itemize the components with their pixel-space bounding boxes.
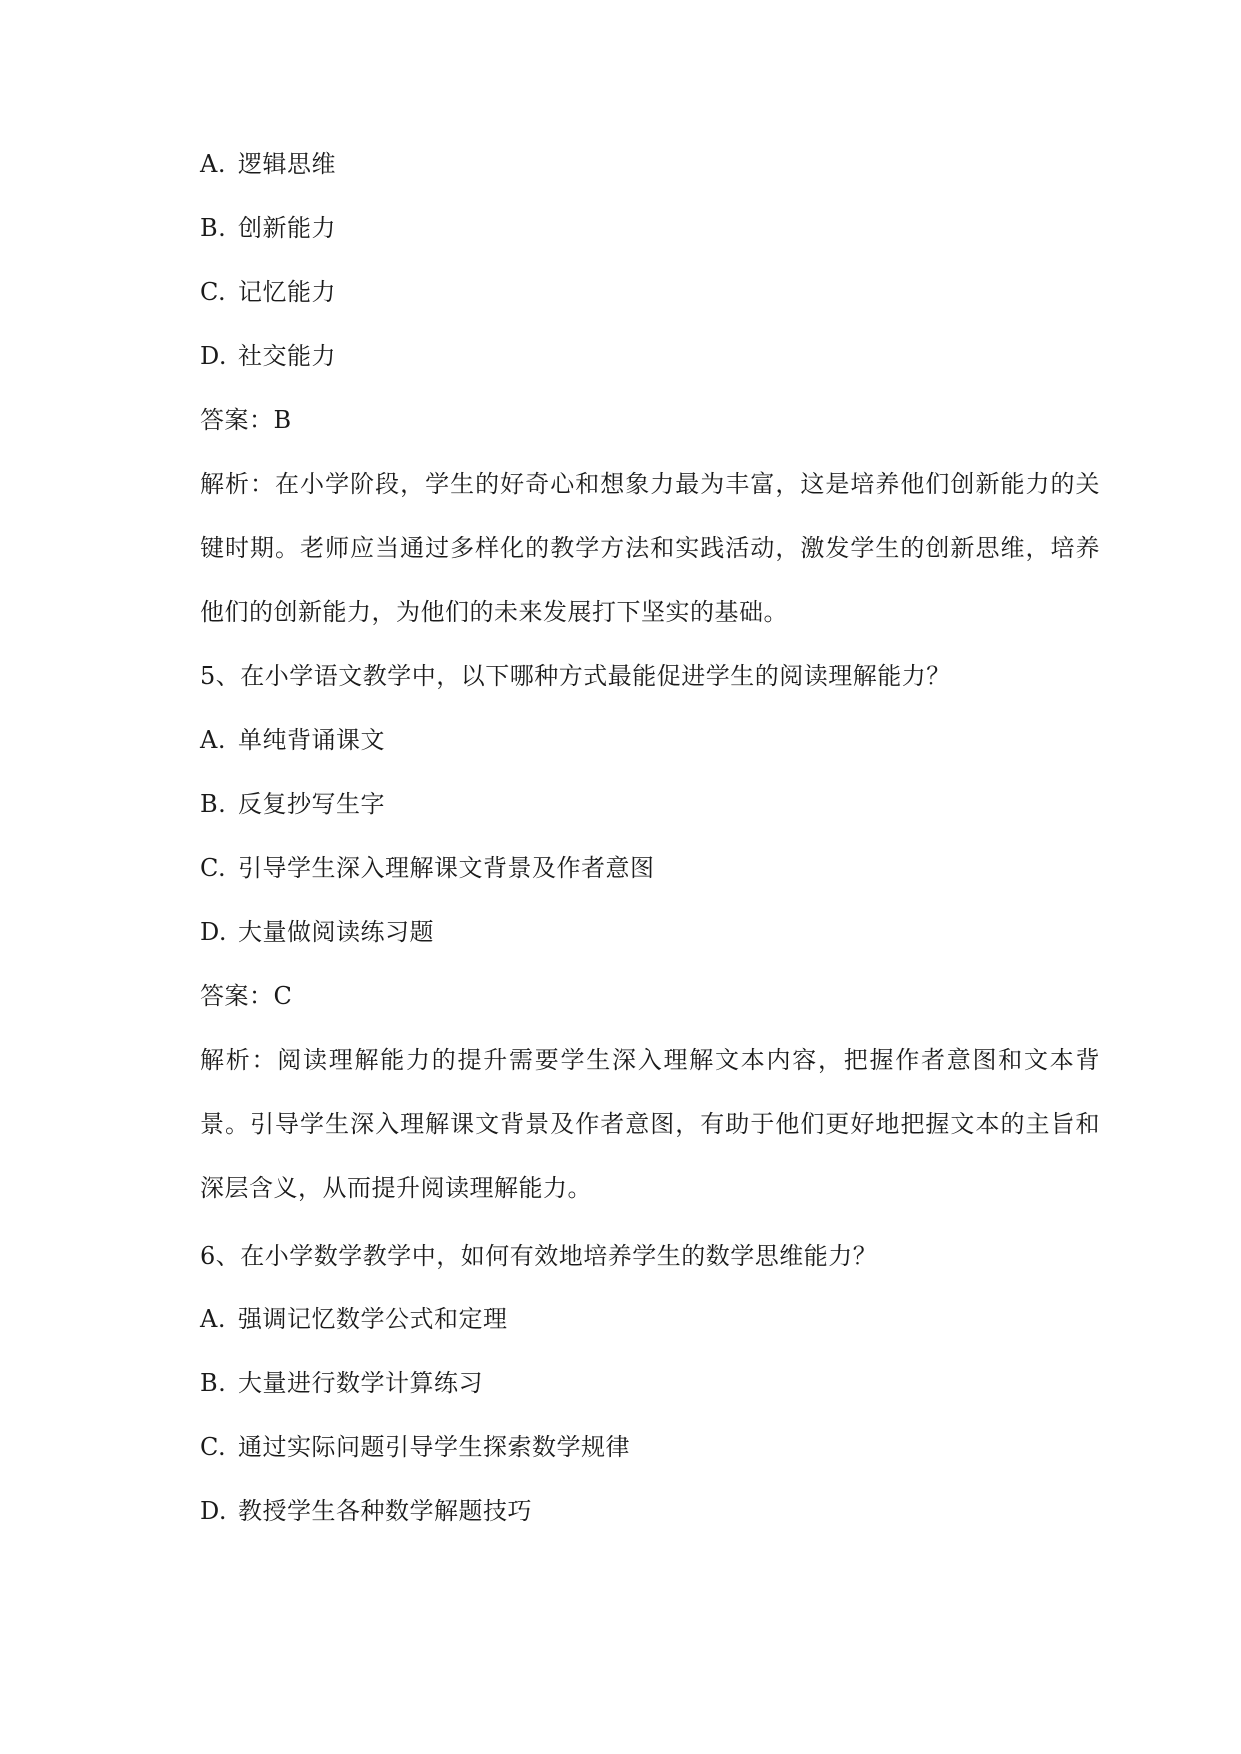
option-letter: C. [200, 1433, 227, 1461]
q6-option-d [200, 1495, 1080, 1527]
option-letter: B. [200, 790, 227, 818]
option-text: 通过实际问题引导学生探索数学规律 [238, 1433, 630, 1461]
q4-option-b [200, 212, 1080, 244]
q5-answer: 答案：C [200, 982, 293, 1010]
q5-option-a [200, 724, 1080, 756]
option-letter: C. [200, 854, 227, 882]
option-letter: A. [200, 1305, 226, 1333]
q5-question: 5、在小学语文教学中，以下哪种方式最能促进学生的阅读理解能力？ [200, 662, 951, 690]
option-letter: D. [200, 342, 228, 370]
q5-option-d [200, 916, 1080, 948]
option-letter: D. [200, 918, 228, 946]
option-letter: B. [200, 214, 227, 242]
option-letter: A. [200, 150, 226, 178]
option-text: 创新能力 [238, 214, 336, 242]
q4-option-a [200, 148, 1080, 180]
option-text: 强调记忆数学公式和定理 [238, 1305, 508, 1333]
q5-option-c [200, 852, 1080, 884]
option-letter: C. [200, 278, 227, 306]
q6-option-b [200, 1367, 1080, 1399]
q5-analysis: 解析：阅读理解能力的提升需要学生深入理解文本内容，把握作者意图和文本背景。引导学生深入理解课文背景及作者意图，有助于他们更好地把握文本的主旨和深层含义，从而提升阅读理解能力。 [200, 1046, 1100, 1202]
option-text: 大量做阅读练习题 [238, 918, 434, 946]
option-letter: A. [200, 726, 226, 754]
q4-answer: 答案：B [200, 406, 292, 434]
option-text: 记忆能力 [238, 278, 336, 306]
option-letter: B. [200, 1369, 227, 1397]
q6-option-a [200, 1303, 1080, 1335]
option-text: 大量进行数学计算练习 [238, 1369, 483, 1397]
q4-option-d [200, 340, 1080, 372]
option-text: 逻辑思维 [238, 150, 336, 178]
option-text: 单纯背诵课文 [238, 726, 385, 754]
q4-analysis: 解析：在小学阶段，学生的好奇心和想象力最为丰富，这是培养他们创新能力的关键时期。老师应当通过多样化的教学方法和实践活动，激发学生的创新思维，培养他们的创新能力，为他们的未来发展打下坚实的基础。 [200, 470, 1100, 626]
option-text: 引导学生深入理解课文背景及作者意图 [238, 854, 655, 882]
option-letter: D. [200, 1497, 228, 1525]
option-text: 反复抄写生字 [238, 790, 385, 818]
q4-option-c [200, 276, 1080, 308]
q6-option-c [200, 1431, 1080, 1463]
option-text: 社交能力 [238, 342, 336, 370]
q6-question: 6、在小学数学教学中，如何有效地培养学生的数学思维能力？ [200, 1242, 878, 1270]
option-text: 教授学生各种数学解题技巧 [238, 1497, 532, 1525]
q5-option-b [200, 788, 1080, 820]
